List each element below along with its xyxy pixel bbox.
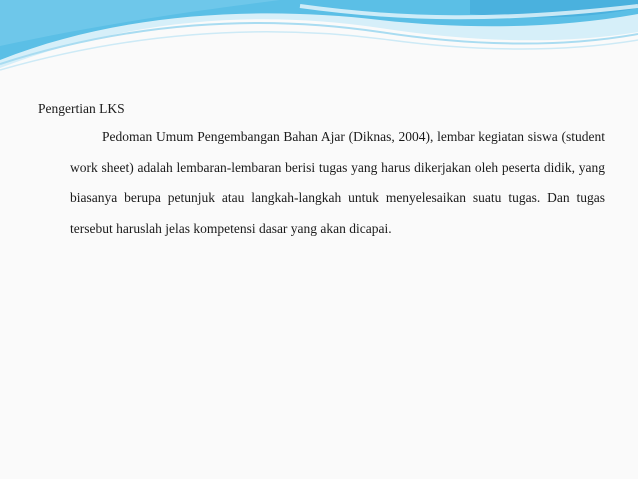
header-wave-decoration [0,0,638,90]
slide-paragraph: Pedoman Umum Pengembangan Bahan Ajar (Diknas, 2004), lembar kegiatan siswa (student work sheet) adalah lembaran-lembaran berisi tugas yang harus dikerjakan oleh peserta didik, yang biasanya berupa petunjuk atau langkah-langkah untuk menyelesaikan suatu tugas. Dan tugas tersebut haruslah jelas kompetensi dasar yang akan dicapai. [70,129,605,236]
slide-heading: Pengertian LKS [38,101,125,116]
